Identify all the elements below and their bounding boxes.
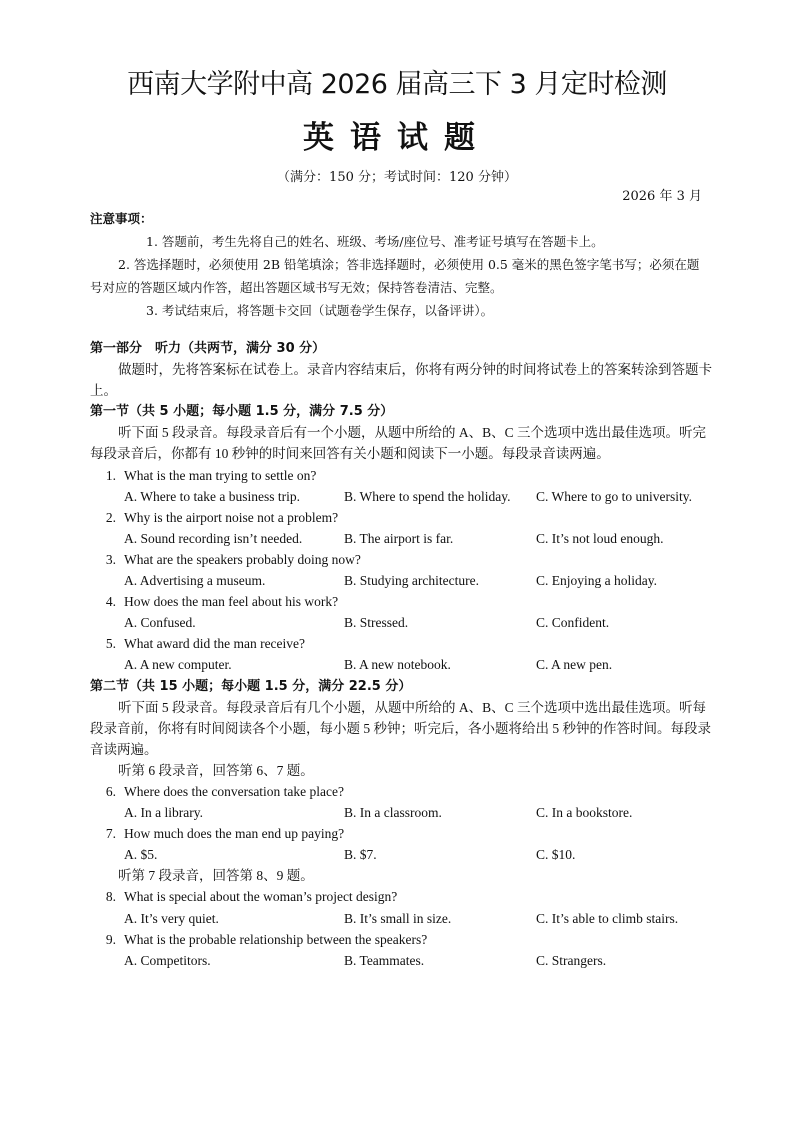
option: B. In a classroom. <box>344 805 442 821</box>
question <box>90 591 715 612</box>
question-number: 9. <box>105 931 116 947</box>
option: A. Advertising a museum. <box>124 573 266 589</box>
section2-intro: 听下面 5 段录音。每段录音后有几个小题，从题中所给的 A、B、C 三个选项中选出最佳选项。听每段录音前，你将有时间阅读各个小题，每小题 5 秒钟；听完后，各小题将给出 5 秒钟的作答时间。每段录音读两遍。 <box>90 699 711 757</box>
question <box>90 781 715 802</box>
part1-heading: 第一部分 听力（共两节，满分 30 分） <box>90 341 326 356</box>
notice-item: 3. 考试结束后，将答题卡交回（试题卷学生保存，以备评讲）。 <box>146 303 494 318</box>
option: A. It’s very quiet. <box>124 910 219 926</box>
options-row <box>90 844 715 865</box>
notice-item: 2. 答选择题时，必须使用 2B 铅笔填涂；答非选择题时，必须使用 0.5 毫米的黑色签字笔书写；必须在题号对应的答题区域内作答，超出答题区域书写无效；保持答卷清洁、完整。 <box>90 257 700 295</box>
section1-questions <box>90 465 715 676</box>
score-time: （满分：150 分；考试时间：120 分钟） <box>277 170 517 185</box>
option: A. Where to take a business trip. <box>124 488 300 504</box>
options-row <box>90 486 715 507</box>
options-row <box>90 612 715 633</box>
section1-intro: 听下面 5 段录音。每段录音后有一个小题，从题中所给的 A、B、C 三个选项中选出最佳选项。听完每段录音后，你都有 10 秒钟的时间来回答有关小题和阅读下一小题。每段录音读两遍。 <box>90 425 707 462</box>
options-row <box>90 802 715 823</box>
option: B. Stressed. <box>344 615 409 631</box>
question <box>90 929 715 950</box>
question-number: 5. <box>105 636 116 652</box>
exam-date: 2026 年 3 月 <box>622 189 702 204</box>
question-number: 7. <box>105 826 116 842</box>
option: A. Competitors. <box>124 952 211 968</box>
option: C. It’s able to climb stairs. <box>536 910 679 926</box>
question-text: What is the probable relationship between the speakers? <box>124 931 428 947</box>
question-number: 3. <box>105 551 116 567</box>
section2-questions-b <box>90 886 715 970</box>
notice-heading: 注意事项： <box>90 211 153 226</box>
question <box>90 507 715 528</box>
options-row <box>90 654 715 675</box>
question-number: 2. <box>105 509 116 525</box>
question-text: What is the man trying to settle on? <box>124 467 317 483</box>
question-text: What is special about the woman’s project design? <box>124 889 398 905</box>
question <box>90 549 715 570</box>
exam-subject: 英语试题 <box>303 120 491 156</box>
question-number: 4. <box>105 594 116 610</box>
part1-intro: 做题时，先将答案标在试卷上。录音内容结束后，你将有两分钟的时间将试卷上的答案转涂到答题卡上。 <box>90 362 712 399</box>
question-text: How does the man feel about his work? <box>124 594 339 610</box>
question-text: Where does the conversation take place? <box>124 783 345 799</box>
options-row <box>90 950 715 971</box>
option: B. Where to spend the holiday. <box>344 488 511 504</box>
option: C. In a bookstore. <box>536 805 633 821</box>
question-text: What award did the man receive? <box>124 636 306 652</box>
option: C. A new pen. <box>536 657 613 673</box>
option: C. Enjoying a holiday. <box>536 573 657 589</box>
question-number: 1. <box>105 467 116 483</box>
options-row <box>90 570 715 591</box>
option: C. Strangers. <box>536 952 607 968</box>
option: B. A new notebook. <box>344 657 451 673</box>
options-row <box>90 528 715 549</box>
section2-questions-a <box>90 781 715 865</box>
question <box>90 823 715 844</box>
option: B. The airport is far. <box>344 530 454 546</box>
option: C. It’s not loud enough. <box>536 530 664 546</box>
question-text: What are the speakers probably doing now? <box>124 551 361 567</box>
notice-item: 1. 答题前，考生先将自己的姓名、班级、考场/座位号、准考证号填写在答题卡上。 <box>146 234 604 249</box>
option: B. Teammates. <box>344 952 425 968</box>
section1-heading: 第一节（共 5 小题；每小题 1.5 分，满分 7.5 分） <box>90 404 394 420</box>
question-number: 6. <box>105 783 116 799</box>
notice <box>90 207 710 322</box>
listen-instruction: 听第 6 段录音，回答第 6、7 题。 <box>118 762 314 778</box>
question-text: How much does the man end up paying? <box>124 826 345 842</box>
question <box>90 886 715 907</box>
option: B. It’s small in size. <box>344 910 452 926</box>
option: C. $10. <box>536 847 576 863</box>
question-text: Why is the airport noise not a problem? <box>124 509 339 525</box>
exam-body <box>90 338 715 971</box>
option: C. Confident. <box>536 615 610 631</box>
listen-instruction: 听第 7 段录音，回答第 8、9 题。 <box>118 868 314 884</box>
question <box>90 633 715 654</box>
exam-title: 西南大学附中高 2026 届高三下 3 月定时检测 <box>127 69 667 100</box>
option: A. $5. <box>124 847 158 863</box>
option: A. A new computer. <box>124 657 232 673</box>
question <box>90 465 715 486</box>
question-number: 8. <box>105 889 116 905</box>
options-row <box>90 908 715 929</box>
option: A. In a library. <box>124 805 203 821</box>
option: A. Confused. <box>124 615 196 631</box>
option: A. Sound recording isn’t needed. <box>124 530 303 546</box>
option: B. Studying architecture. <box>344 573 479 589</box>
option: B. $7. <box>344 847 377 863</box>
option: C. Where to go to university. <box>536 488 692 504</box>
section2-heading: 第二节（共 15 小题；每小题 1.5 分，满分 22.5 分） <box>90 678 412 694</box>
